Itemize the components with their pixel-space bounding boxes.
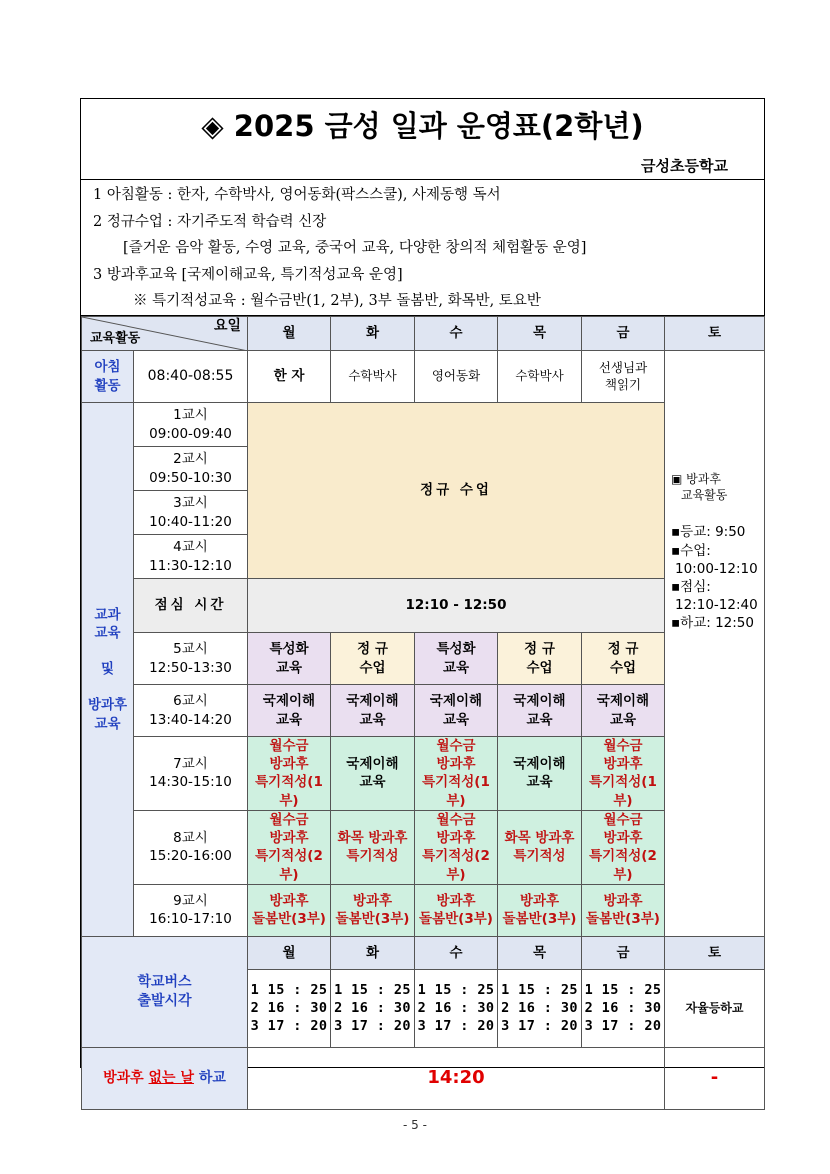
global-ed-cell: 국제이해 교육 <box>582 685 665 737</box>
global-ed-cell: 국제이해 교육 <box>331 737 415 811</box>
saturday-column: ▣ 방과후 교육활동 ▪등교: 9:50 ▪수업: 10:00-12:10 ▪점심: 12:10-12:40 ▪하교: 12:50 <box>665 351 765 937</box>
afterschool-cell: 화목 방과후 특기적성 <box>331 810 415 884</box>
afterschool-cell: 월수금 방과후 특기적성(2부) <box>248 810 331 884</box>
bus-label: 학교버스 출발시각 <box>82 936 248 1047</box>
page-number: - 5 - <box>403 1118 427 1132</box>
saturday-item: 등교: 9:50 <box>680 524 746 541</box>
dismissal-row <box>82 1047 765 1109</box>
period-row <box>82 633 765 685</box>
saturday-item: 10:00-12:10 <box>675 560 758 577</box>
page-title: ◈ 2025 금성 일과 운영표(2학년) <box>201 109 644 143</box>
period-cell: 9교시 16:10-17:10 <box>134 884 248 936</box>
day-header: 금 <box>582 317 665 351</box>
morning-cell: 수학박사 <box>331 351 415 403</box>
bus-times-cell: 1 15 : 25 2 16 : 30 3 17 : 20 <box>582 969 665 1047</box>
day-header: 화 <box>331 317 415 351</box>
period-row <box>82 810 765 884</box>
saturday-subtitle: 교육활동 <box>681 488 728 503</box>
day-header: 토 <box>665 317 765 351</box>
care-class-cell: 방과후 돌봄반(3부) <box>415 884 498 936</box>
period-cell: 8교시 15:20-16:00 <box>134 810 248 884</box>
section-label: 교과 교육 및 방과후 교육 <box>82 403 134 937</box>
day-header: 목 <box>498 936 582 969</box>
afterschool-cell: 월수금 방과후 특기적성(1부) <box>415 737 498 811</box>
special-class-cell: 특성화 교육 <box>415 633 498 685</box>
afterschool-cell: 월수금 방과후 특기적성(2부) <box>415 810 498 884</box>
day-header: 월 <box>248 936 331 969</box>
bus-times-cell: 1 15 : 25 2 16 : 30 3 17 : 20 <box>248 969 331 1047</box>
afterschool-cell: 월수금 방과후 특기적성(1부) <box>582 737 665 811</box>
dismissal-time: 14:20 <box>248 1047 665 1109</box>
saturday-item: 점심: <box>680 579 711 596</box>
global-ed-cell: 국제이해 교육 <box>498 737 582 811</box>
morning-cell: 수학박사 <box>498 351 582 403</box>
day-header: 금 <box>582 936 665 969</box>
saturday-dismissal: - <box>665 1047 765 1109</box>
afterschool-cell: 월수금 방과후 특기적성(1부) <box>248 737 331 811</box>
lunch-row <box>82 579 765 633</box>
afterschool-cell: 화목 방과후 특기적성 <box>498 810 582 884</box>
afterschool-cell: 월수금 방과후 특기적성(2부) <box>582 810 665 884</box>
morning-cell: 선생님과 책읽기 <box>582 351 665 403</box>
note-line: ※ 특기적성교육 : 월수금반(1, 2부), 3부 돌봄반, 화목반, 토요반 <box>133 293 541 309</box>
period-cell: 1교시 09:00-09:40 <box>134 403 248 447</box>
saturday-item: 12:10-12:40 <box>675 597 758 614</box>
day-header: 토 <box>665 936 765 969</box>
period-row <box>82 884 765 936</box>
note-line: 2 정규수업 : 자기주도적 학습력 신장 <box>93 213 327 230</box>
period-cell: 3교시 10:40-11:20 <box>134 491 248 535</box>
morning-time: 08:40-08:55 <box>134 351 248 403</box>
notes-section <box>93 182 753 315</box>
bus-times-cell: 1 15 : 25 2 16 : 30 3 17 : 20 <box>415 969 498 1047</box>
note-line: 1 아침활동 : 한자, 수학박사, 영어동화(팍스스쿨), 사제동행 독서 <box>93 187 501 203</box>
period-row <box>82 403 765 447</box>
saturday-title: 방과후 <box>686 472 721 486</box>
care-class-cell: 방과후 돌봄반(3부) <box>498 884 582 936</box>
morning-row <box>82 351 765 403</box>
header-row <box>82 317 765 351</box>
bus-times-cell: 1 15 : 25 2 16 : 30 3 17 : 20 <box>331 969 415 1047</box>
period-row <box>82 685 765 737</box>
global-ed-cell: 국제이해 교육 <box>415 685 498 737</box>
timetable <box>81 316 765 1110</box>
regular-class-cell: 정 규 수업 <box>582 633 665 685</box>
day-header: 수 <box>415 317 498 351</box>
morning-cell: 한 자 <box>248 351 331 403</box>
period-cell: 7교시 14:30-15:10 <box>134 737 248 811</box>
corner-label-day: 요일 <box>213 318 241 334</box>
day-header: 수 <box>415 936 498 969</box>
global-ed-cell: 국제이해 교육 <box>498 685 582 737</box>
care-class-cell: 방과후 돌봄반(3부) <box>331 884 415 936</box>
period-cell: 4교시 11:30-12:10 <box>134 535 248 579</box>
period-cell: 5교시 12:50-13:30 <box>134 633 248 685</box>
note-line: 3 방과후교육 [국제이해교육, 특기적성교육 운영] <box>93 266 403 283</box>
dismissal-label: 방과후 없는 날 하교 <box>82 1047 248 1109</box>
day-header: 목 <box>498 317 582 351</box>
global-ed-cell: 국제이해 교육 <box>331 685 415 737</box>
lunch-label: 점심 시간 <box>134 579 248 633</box>
care-class-cell: 방과후 돌봄반(3부) <box>248 884 331 936</box>
period-cell: 6교시 13:40-14:20 <box>134 685 248 737</box>
schedule-document <box>80 98 765 1089</box>
saturday-bus-cell: 자율등하교 <box>665 969 765 1047</box>
lunch-time: 12:10 - 12:50 <box>248 579 665 633</box>
corner-label-activity: 교육활동 <box>90 331 141 347</box>
school-name: 금성초등학교 <box>641 157 728 175</box>
period-cell: 2교시 09:50-10:30 <box>134 447 248 491</box>
regular-class-block: 정규 수업 <box>248 403 665 579</box>
regular-class-cell: 정 규 수업 <box>331 633 415 685</box>
note-line: [즐거운 음악 활동, 수영 교육, 중국어 교육, 다양한 창의적 체험활동 운영] <box>123 240 587 256</box>
bus-times-cell: 1 15 : 25 2 16 : 30 3 17 : 20 <box>498 969 582 1047</box>
regular-class-cell: 정 규 수업 <box>498 633 582 685</box>
morning-label: 아침 활동 <box>82 351 134 403</box>
special-class-cell: 특성화 교육 <box>248 633 331 685</box>
divider <box>81 179 764 180</box>
morning-cell: 영어동화 <box>415 351 498 403</box>
care-class-cell: 방과후 돌봄반(3부) <box>582 884 665 936</box>
saturday-item: 수업: <box>680 542 711 559</box>
global-ed-cell: 국제이해 교육 <box>248 685 331 737</box>
bus-header-row <box>82 936 765 969</box>
day-header: 화 <box>331 936 415 969</box>
corner-header <box>82 317 248 351</box>
saturday-item: 하교: 12:50 <box>680 615 754 632</box>
period-row <box>82 737 765 811</box>
day-header: 월 <box>248 317 331 351</box>
